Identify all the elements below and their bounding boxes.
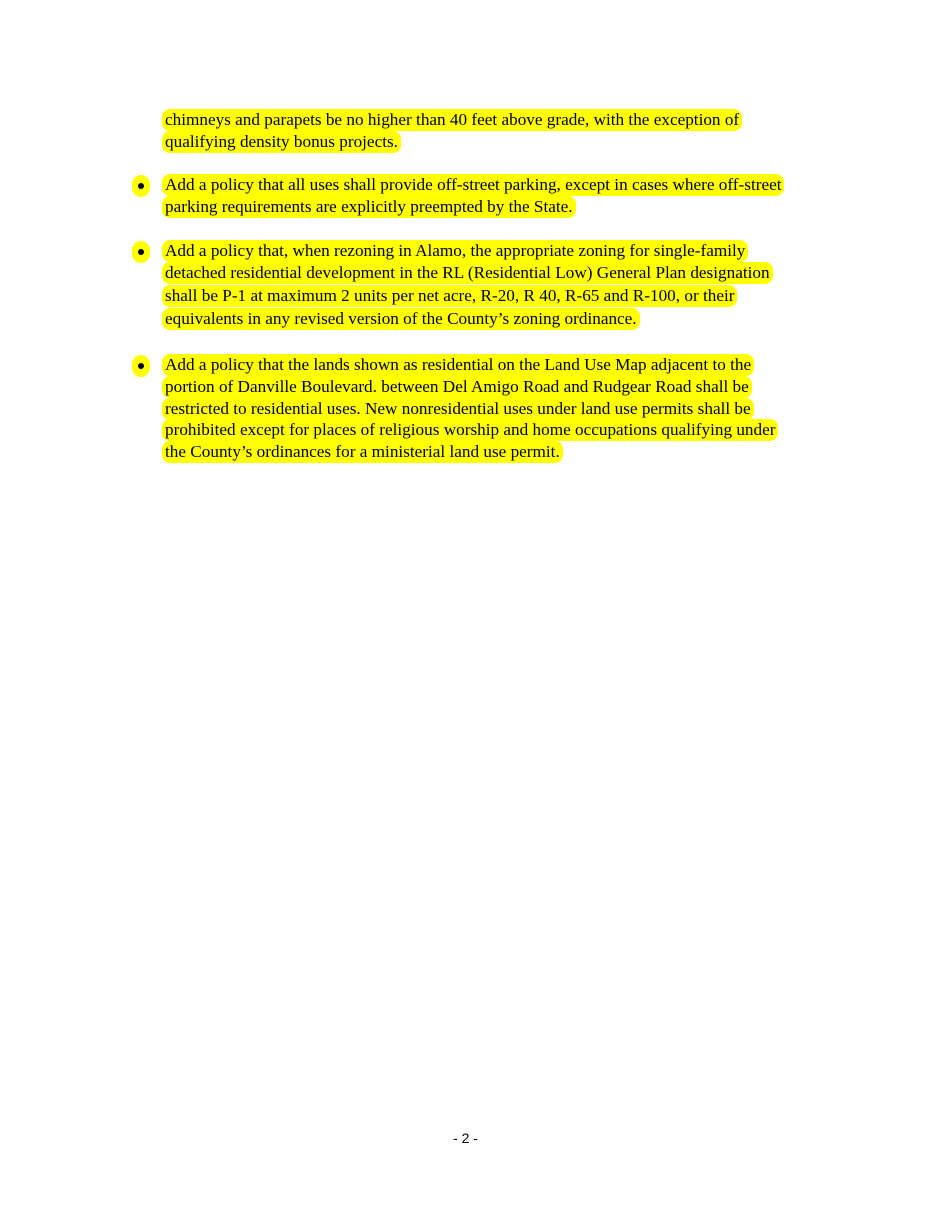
- text-line: [162, 197, 576, 217]
- highlighted-text: Add a policy that all uses shall provide off-street parking, except in cases where off-street: [162, 174, 784, 196]
- highlighted-text: parking requirements are explicitly preempted by the State.: [162, 196, 576, 218]
- text-line: [162, 377, 752, 397]
- text-line: [162, 442, 563, 462]
- text-line: [162, 175, 784, 195]
- text-line: [162, 241, 748, 261]
- text-line: [162, 132, 401, 152]
- highlighted-text: qualifying density bonus projects.: [162, 131, 401, 153]
- highlighted-text: the County’s ordinances for a ministerial land use permit.: [162, 441, 563, 463]
- bullet-icon: [132, 355, 150, 377]
- bullet-icon: [132, 241, 150, 263]
- highlighted-text: detached residential development in the RL (Residential Low) General Plan designation: [162, 262, 773, 284]
- highlighted-text: shall be P-1 at maximum 2 units per net acre, R-20, R 40, R-65 and R-100, or their: [162, 285, 737, 307]
- bullet-icon: [132, 175, 150, 197]
- highlighted-text: restricted to residential uses. New nonresidential uses under land use permits shall be: [162, 398, 754, 420]
- page-number: - 2 -: [453, 1130, 478, 1146]
- highlighted-text: chimneys and parapets be no higher than 40 feet above grade, with the exception of: [162, 109, 742, 131]
- text-line: [162, 263, 773, 283]
- text-line: [162, 286, 737, 306]
- text-line: [162, 309, 640, 329]
- text-line: [162, 110, 742, 130]
- text-line: [162, 355, 754, 375]
- highlighted-text: prohibited except for places of religious worship and home occupations qualifying under: [162, 419, 778, 441]
- text-line: [162, 420, 778, 440]
- highlighted-text: equivalents in any revised version of the County’s zoning ordinance.: [162, 308, 640, 330]
- highlighted-text: Add a policy that, when rezoning in Alamo, the appropriate zoning for single-family: [162, 240, 748, 262]
- highlighted-text: portion of Danville Boulevard. between Del Amigo Road and Rudgear Road shall be: [162, 376, 752, 398]
- text-line: [162, 399, 754, 419]
- highlighted-text: Add a policy that the lands shown as residential on the Land Use Map adjacent to the: [162, 354, 754, 376]
